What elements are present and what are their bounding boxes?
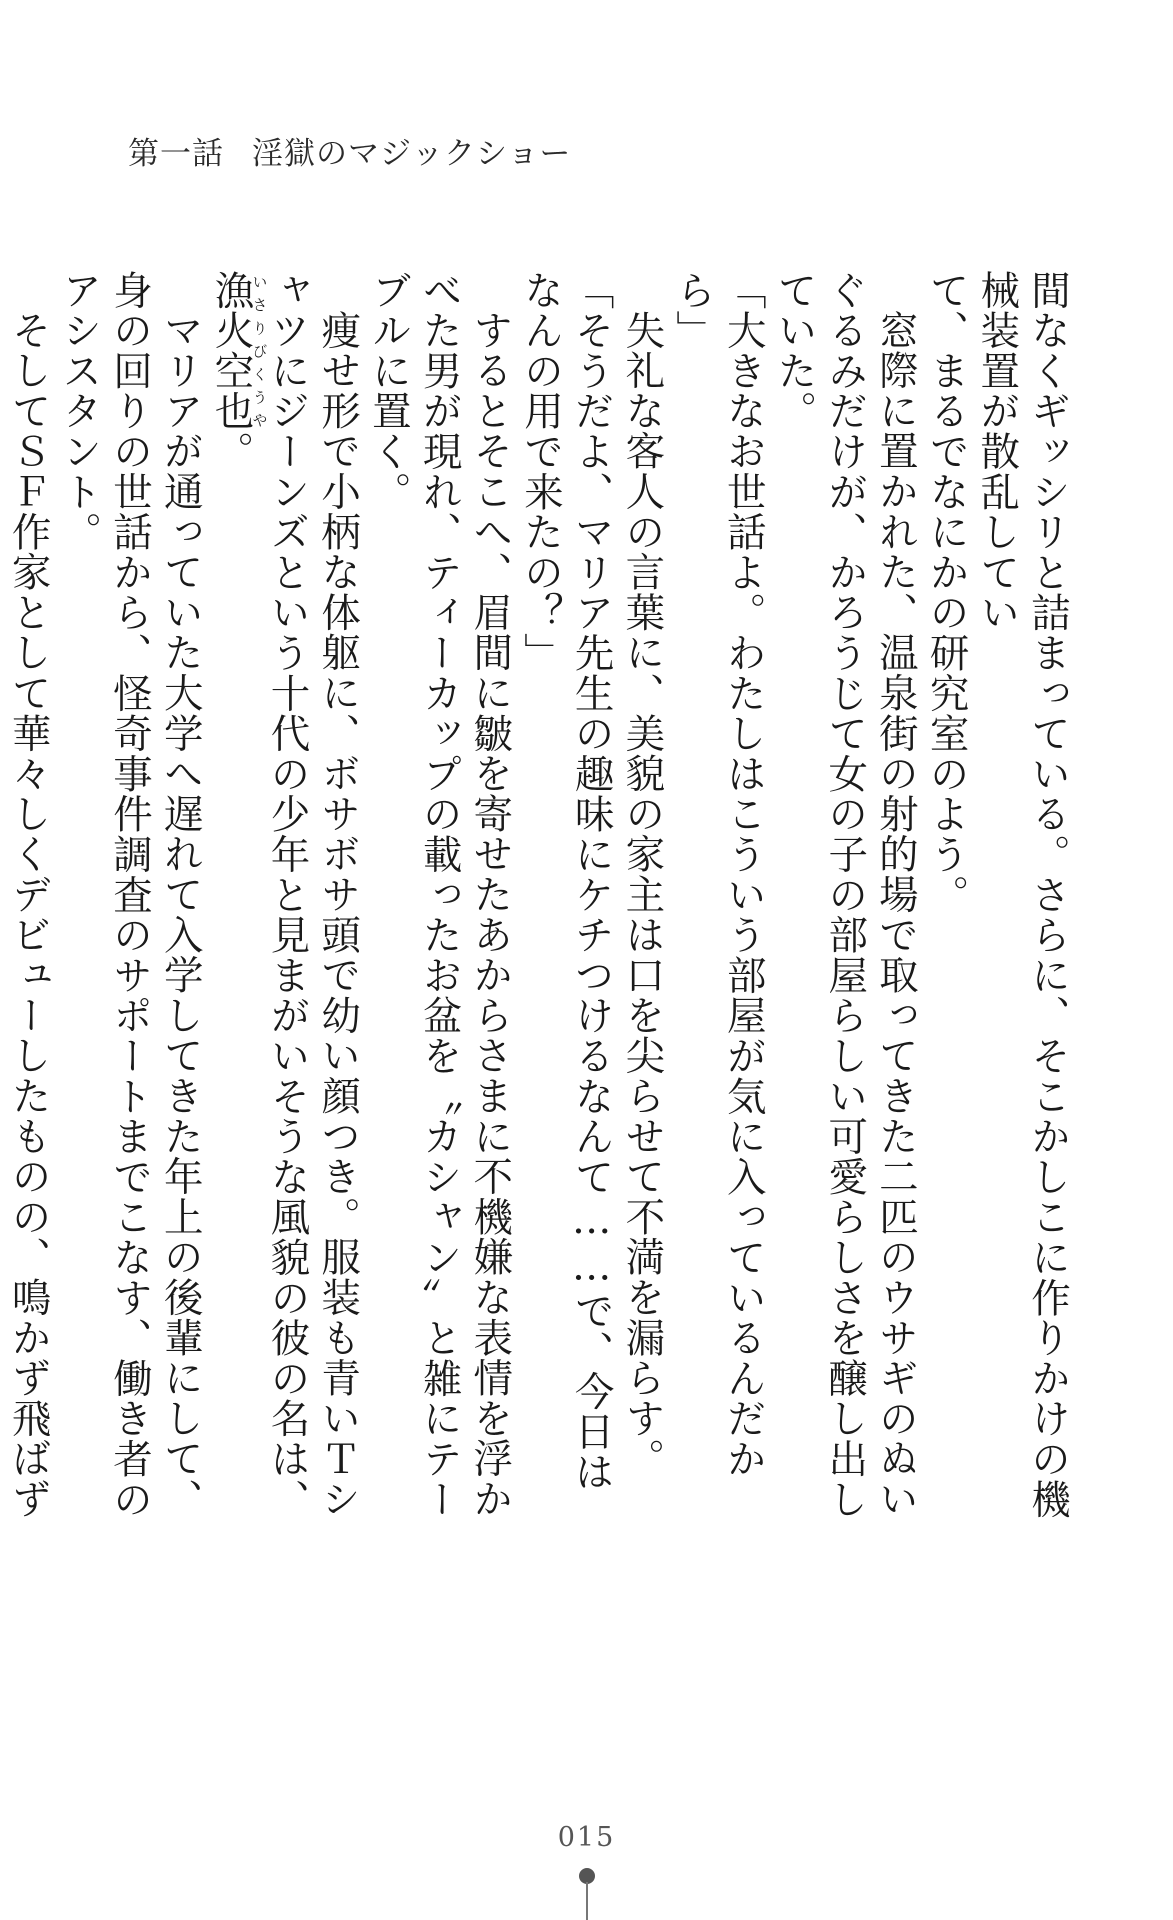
- paragraph-complaint: 失礼な客人の言葉に、美貌の家主は口を尖らせて不満を漏らす。: [619, 309, 666, 1479]
- dialogue-kuya: 「そうだよ、マリア先生の趣味にケチつけるなんて……で、今日はなんの用で来たの？」: [517, 270, 615, 1492]
- chapter-title: 淫獄のマジックショー: [252, 136, 572, 172]
- kuya-name-ruby: いさりびくうや: [250, 270, 269, 432]
- paragraph-assistant: マリアが通っていた大学へ遅れて入学してきた年上の後輩にして、身の回りの世話から、怪奇事件調査のサポートまでこなす、働き者のアシスタント。: [56, 270, 204, 1520]
- paragraph-continued: 間なくギッシリと詰まっている。さらに、そこかしこに作りかけの機械装置が散乱してい: [974, 270, 1071, 1520]
- dialogue-maria: 「大きなお世話よ。わたしはこういう部屋が気に入っているんだから」: [670, 270, 767, 1479]
- chapter-label: 第一話: [128, 136, 224, 172]
- running-header: [128, 128, 571, 173]
- page-marker-line: [586, 1882, 588, 1920]
- kuya-description-end: 。: [208, 431, 255, 472]
- vertical-body-text: [5, 270, 1073, 1520]
- page-number: 015: [557, 1822, 616, 1853]
- kuya-name-text: 漁火空也: [208, 270, 255, 432]
- kuya-name: [208, 270, 269, 432]
- kuya-description-text: 痩せ形で小柄な体躯に、ボサボサ頭で幼い顔つき。服装も青いＴシャツにジーンズという十代の少年と見まがいそうな風貌の彼の名は、: [264, 270, 362, 1520]
- paragraph-kuya-description: [206, 270, 363, 1520]
- paragraph-benefactor: そしてＳＦ作家として華々しくデビューしたものの、鳴かず飛ばず: [5, 309, 52, 1519]
- paragraph-window-plushies: 窓際に置かれた、温泉街の射的場で取ってきた二匹のウサギのぬいぐるみだけが、かろうじて女の子の部屋らしい可愛らしさを醸し出していた。: [771, 270, 919, 1520]
- page-marker-icon: [579, 1868, 595, 1920]
- paragraph-continued-end: て、まるでなにかの研究室のよう。: [923, 270, 970, 915]
- paragraph-teacup: するとそこへ、眉間に皺を寄せたあからさまに不機嫌な表情を浮かべた男が現れ、ティーカップの載ったお盆を〝カシャン〟と雑にテーブルに置く。: [365, 270, 514, 1520]
